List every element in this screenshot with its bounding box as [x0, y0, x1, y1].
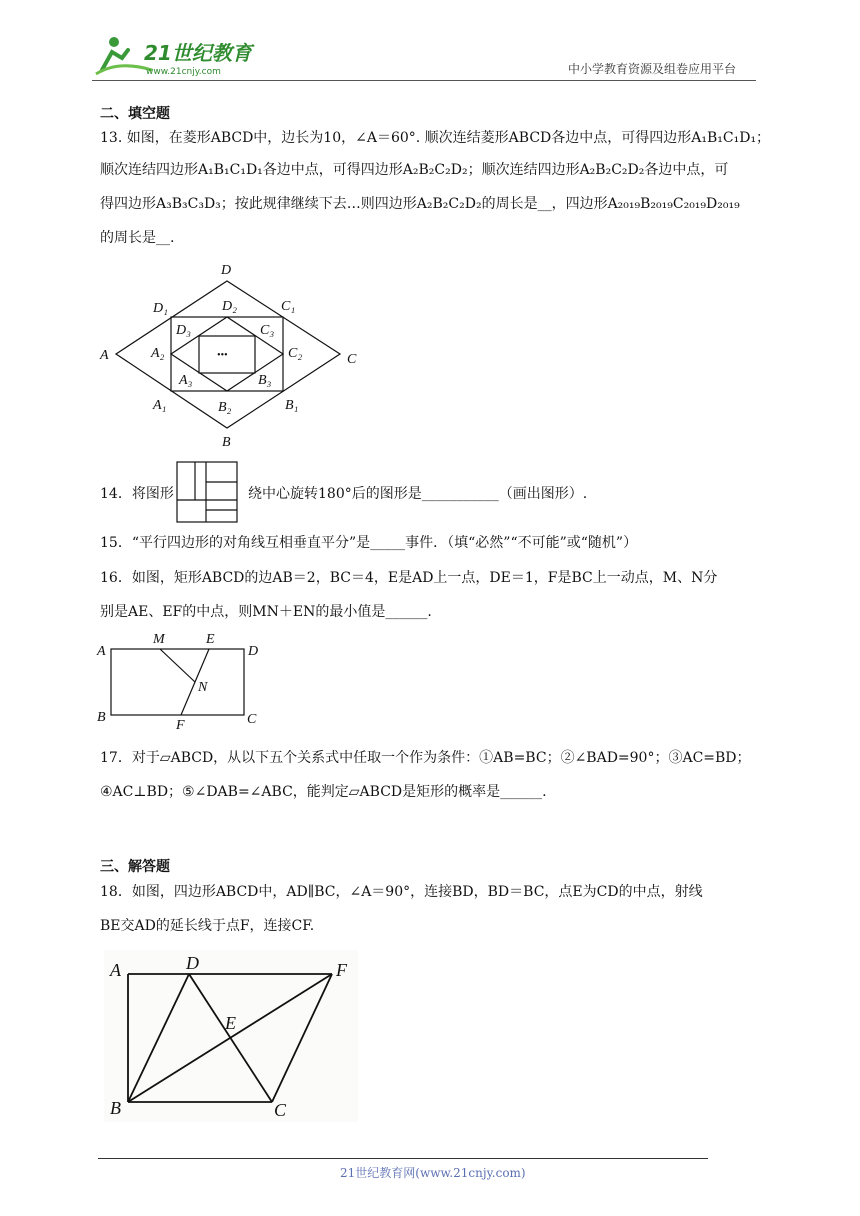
- platform-name: 中小学教育资源及组卷应用平台: [568, 62, 737, 76]
- label-a1: A₁: [153, 398, 167, 413]
- q16-line-2: 别是AE、EF的中点，则MN＋EN的最小值是______.: [100, 604, 432, 620]
- label-a: A: [97, 644, 106, 659]
- label-d3: D₃: [176, 323, 191, 338]
- label-a: A: [100, 348, 109, 363]
- q13-line-4: 的周长是__.: [100, 230, 175, 246]
- label-e: E: [206, 632, 215, 647]
- footer-divider: [98, 1158, 708, 1159]
- label-c1: C₁: [281, 299, 296, 314]
- label-b: B: [97, 710, 106, 725]
- label-d1: D₁: [153, 301, 168, 316]
- q18-quadrilateral-figure: [104, 950, 358, 1122]
- label-a2: A₂: [151, 346, 165, 361]
- footer-text: 21世纪教育网(www.21cnjy.com): [340, 1166, 526, 1180]
- label-m: M: [153, 632, 165, 647]
- label-d: D: [248, 644, 259, 659]
- label-a3: A₃: [179, 373, 193, 388]
- q14-grid-figure: [175, 460, 239, 524]
- q18-line-1: 18．如图，四边形ABCD中，AD∥BC，∠A＝90°，连接BD，BD＝BC，点E为CD的中点，射线: [100, 884, 703, 900]
- label-b3: B₃: [258, 373, 272, 388]
- label-c: C: [274, 1100, 287, 1120]
- q17-line-2: ④AC⊥BD；⑤∠DAB=∠ABC，能判定▱ABCD是矩形的概率是______.: [100, 784, 547, 800]
- ellipsis-dots: •••: [217, 350, 228, 361]
- label-b: B: [110, 1098, 121, 1118]
- section-title-answer: 三、解答题: [100, 859, 170, 875]
- label-c: C: [247, 712, 257, 727]
- label-d2: D₂: [222, 299, 237, 314]
- logo-url: www.21cnjy.com: [146, 67, 221, 77]
- segment-mn: [160, 649, 195, 682]
- logo-text: 21世纪教育: [144, 41, 252, 65]
- label-d: D: [221, 263, 232, 278]
- label-e: E: [225, 1013, 236, 1033]
- q13-line-2: 顺次连结四边形A₁B₁C₁D₁各边中点，可得四边形A₂B₂C₂D₂；顺次连结四边形A₂B₂C₂D₂各边中点，可: [100, 162, 729, 178]
- label-f: F: [336, 960, 347, 980]
- label-d: D: [186, 953, 199, 973]
- q14-suffix: 绕中心旋转180°后的图形是___________（画出图形）.: [248, 486, 588, 502]
- label-b1: B₁: [285, 398, 299, 413]
- q16-line-1: 16．如图，矩形ABCD的边AB＝2，BC＝4，E是AD上一点，DE＝1，F是BC上一动点，M、N分: [100, 570, 718, 586]
- q18-line-2: BE交AD的延长线于点F，连接CF.: [100, 918, 315, 934]
- label-c: C: [347, 352, 357, 367]
- section-title-fill-blank: 二、填空题: [100, 106, 170, 122]
- rect-abcd: [111, 649, 244, 715]
- label-b2: B₂: [218, 400, 232, 415]
- header-divider: [92, 80, 756, 81]
- q16-rectangle-figure: [92, 628, 272, 734]
- label-b: B: [222, 435, 231, 450]
- q14-prefix: 14．将图形: [100, 486, 174, 502]
- site-logo: [92, 30, 262, 82]
- label-c2: C₂: [288, 346, 303, 361]
- q13-rhombus-figure: [90, 258, 380, 453]
- q17-line-1: 17．对于▱ABCD，从以下五个关系式中任取一个作为条件：①AB=BC；②∠BAD=90°；③AC=BD；: [100, 750, 751, 766]
- label-f: F: [176, 718, 185, 733]
- q13-line-1: 13. 如图，在菱形ABCD中，边长为10，∠A＝60°. 顺次连结菱形ABCD各边中点，可得四边形A₁B₁C₁D₁；: [100, 130, 771, 146]
- label-n: N: [198, 680, 208, 695]
- label-c3: C₃: [260, 323, 275, 338]
- q15-text: 15．“平行四边形的对角线互相垂直平分”是_____事件．（填“必然”“不可能”或“随机”）: [100, 535, 638, 551]
- label-a: A: [110, 960, 121, 980]
- q13-line-3: 得四边形A₃B₃C₃D₃；按此规律继续下去…则四边形A₂B₂C₂D₂的周长是__，四边形A₂₀₁₉B₂₀₁₉C₂₀₁₉D₂₀₁₉: [100, 196, 740, 212]
